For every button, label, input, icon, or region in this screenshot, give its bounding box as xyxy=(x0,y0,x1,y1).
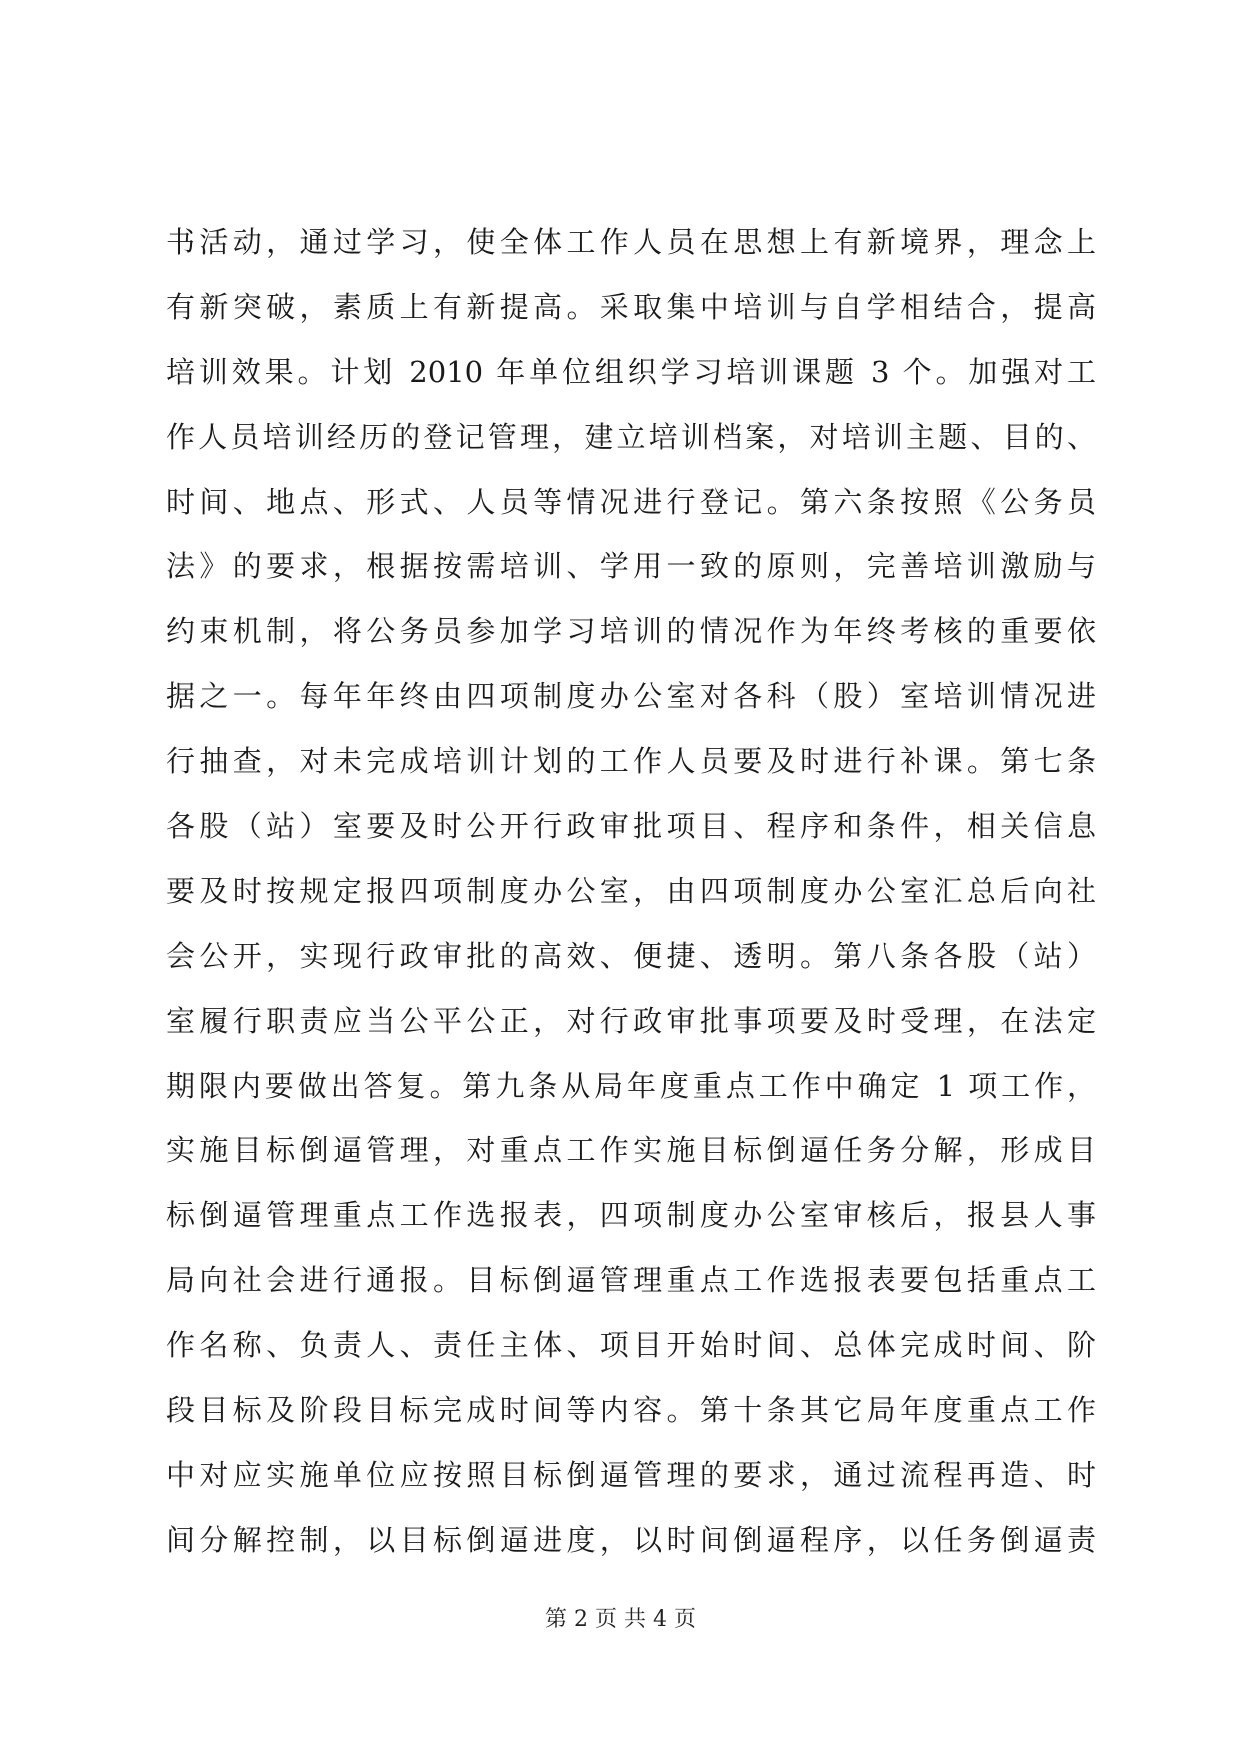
document-body xyxy=(166,226,1096,1589)
text-line: 约束机制，将公务员参加学习培训的情况作为年终考核的重要依 xyxy=(166,614,1096,649)
text-line: 行抽查，对未完成培训计划的工作人员要及时进行补课。第七条 xyxy=(166,744,1096,779)
text-line: 标倒逼管理重点工作选报表，四项制度办公室审核后，报县人事 xyxy=(166,1198,1096,1233)
text-line: 实施目标倒逼管理，对重点工作实施目标倒逼任务分解，形成目 xyxy=(166,1133,1096,1168)
text-line: 段目标及阶段目标完成时间等内容。第十条其它局年度重点工作 xyxy=(166,1393,1096,1428)
text-line: 中对应实施单位应按照目标倒逼管理的要求，通过流程再造、时 xyxy=(166,1457,1096,1492)
text-line: 期限内要做出答复。第九条从局年度重点工作中确定 1 项工作， xyxy=(166,1068,1096,1103)
text-line: 作名称、负责人、责任主体、项目开始时间、总体完成时间、阶 xyxy=(166,1328,1096,1363)
text-line: 书活动，通过学习，使全体工作人员在思想上有新境界，理念上 xyxy=(166,225,1096,259)
text-line: 室履行职责应当公平公正，对行政审批事项要及时受理，在法定 xyxy=(166,1003,1096,1038)
page-number-footer: 第 2 页 共 4 页 xyxy=(545,1607,696,1632)
text-line: 法》的要求，根据按需培训、学用一致的原则，完善培训激励与 xyxy=(166,549,1096,584)
text-line: 会公开，实现行政审批的高效、便捷、透明。第八条各股（站） xyxy=(166,938,1096,973)
text-line: 局向社会进行通报。目标倒逼管理重点工作选报表要包括重点工 xyxy=(166,1263,1096,1298)
text-line: 要及时按规定报四项制度办公室，由四项制度办公室汇总后向社 xyxy=(166,873,1096,908)
text-line: 作人员培训经历的登记管理，建立培训档案，对培训主题、目的、 xyxy=(166,419,1096,454)
text-line: 据之一。每年年终由四项制度办公室对各科（股）室培训情况进 xyxy=(166,679,1096,714)
text-line: 时间、地点、形式、人员等情况进行登记。第六条按照《公务员 xyxy=(166,484,1096,519)
text-line: 各股（站）室要及时公开行政审批项目、程序和条件，相关信息 xyxy=(166,809,1096,844)
text-line: 培训效果。计划 2010 年单位组织学习培训课题 3 个。加强对工 xyxy=(166,354,1096,389)
text-line: 有新突破，素质上有新提高。采取集中培训与自学相结合，提高 xyxy=(166,289,1096,324)
text-line: 间分解控制，以目标倒逼进度，以时间倒逼程序，以任务倒逼责 xyxy=(166,1522,1096,1557)
